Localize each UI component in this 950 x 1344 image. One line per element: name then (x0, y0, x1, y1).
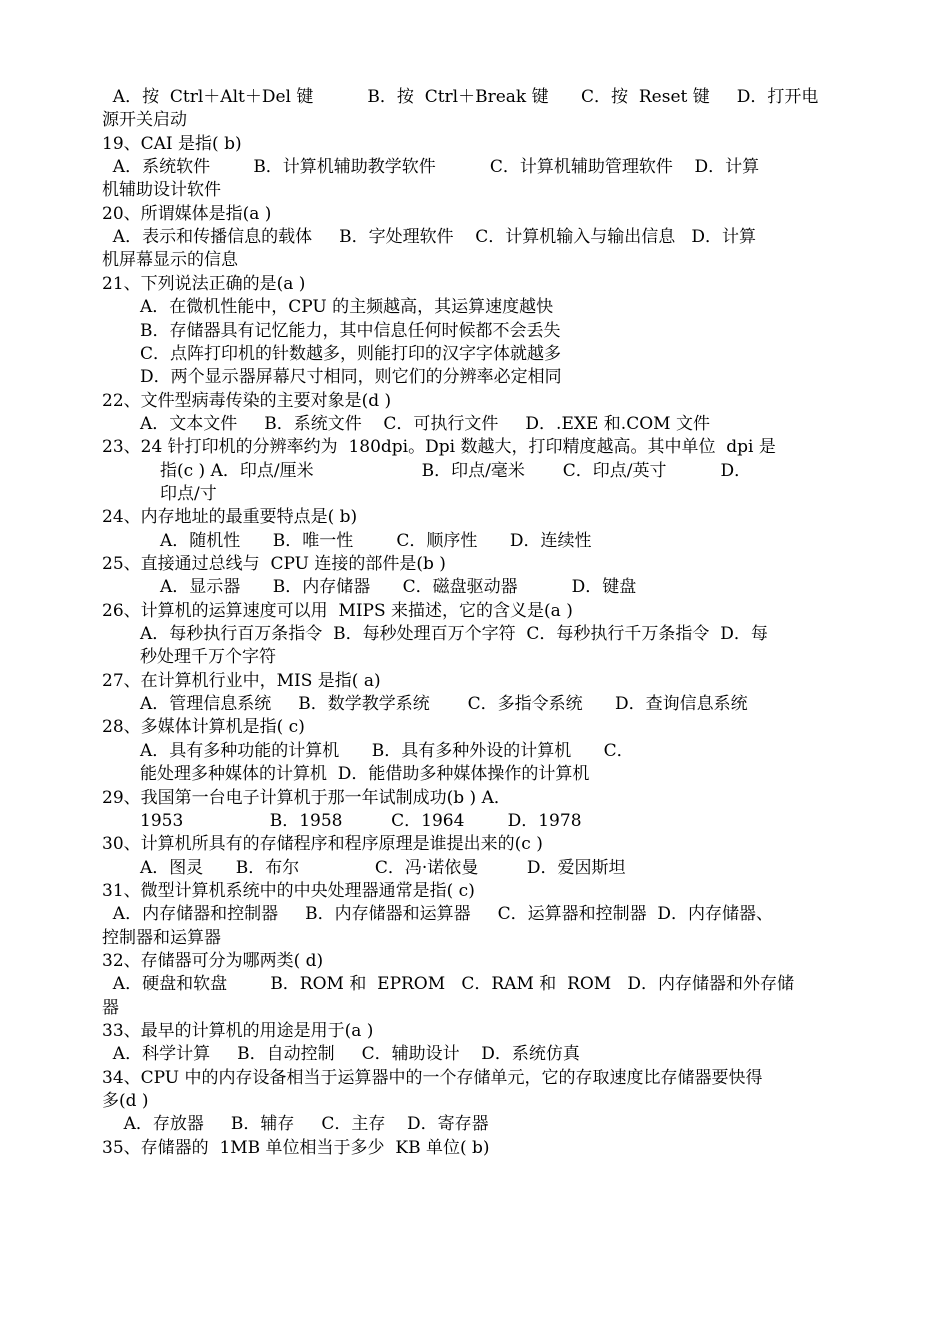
text-line: 1953 B．1958 C．1964 D．1978 (140, 810, 582, 831)
text-line: 34、CPU 中的内存设备相当于运算器中的一个存储单元，它的存取速度比存储器要快得 (102, 1067, 763, 1088)
text-line: A．管理信息系统 B．数学教学系统 C．多指令系统 D．查询信息系统 (140, 694, 748, 715)
text-line: A．显示器 B．内存储器 C．磁盘驱动器 D．键盘 (160, 577, 637, 598)
text-line: A．科学计算 B．自动控制 C．辅助设计 D．系统仿真 (102, 1044, 580, 1065)
text-line: 22、文件型病毒传染的主要对象是(d ) (102, 390, 392, 411)
text-line: A．系统软件 B．计算机辅助教学软件 C．计算机辅助管理软件 D．计算 (102, 157, 760, 178)
text-line: 27、在计算机行业中，MIS 是指( a) (102, 670, 381, 691)
text-line: 31、微型计算机系统中的中央处理器通常是指( c) (102, 880, 475, 901)
text-line: 源开关启动 (102, 110, 187, 131)
text-line: 29、我国第一台电子计算机于那一年试制成功(b ) A． (102, 787, 511, 808)
text-line: C．点阵打印机的针数越多，则能打印的汉字字体就越多 (140, 343, 562, 364)
text-line: 机辅助设计软件 (102, 180, 221, 201)
text-line: A．按 Ctrl＋Alt＋Del 键 B．按 Ctrl＋Break 键 C．按 Reset 键 D．打开电 (102, 87, 819, 107)
text-line: A．表示和传播信息的载体 B．字处理软件 C．计算机输入与输出信息 D．计算 (102, 227, 757, 248)
text-line: 印点/寸 (160, 483, 217, 504)
text-line: 能处理多种媒体的计算机 D．能借助多种媒体操作的计算机 (140, 764, 590, 785)
text-line: 24、内存地址的最重要特点是( b) (102, 507, 358, 528)
text-line: B．存储器具有记忆能力，其中信息任何时候都不会丢失 (140, 320, 561, 341)
text-line: 21、下列说法正确的是(a ) (102, 273, 306, 294)
text-line: 30、计算机所具有的存储程序和程序原理是谁提出来的(c ) (102, 834, 543, 855)
text-line: 26、计算机的运算速度可以用 MIPS 来描述，它的含义是(a ) (102, 600, 573, 621)
text-line: 19、CAI 是指( b) (102, 133, 242, 154)
text-line: 28、多媒体计算机是指( c) (102, 717, 305, 738)
text-line: 指(c ) A．印点/厘米 B．印点/毫米 C．印点/英寸 D． (160, 460, 752, 481)
text-line: A．存放器 B．辅存 C．主存 D．寄存器 (102, 1114, 489, 1135)
text-line: A．随机性 B．唯一性 C．顺序性 D．连续性 (160, 530, 592, 551)
text-line: 机屏幕显示的信息 (102, 250, 238, 271)
text-line: 25、直接通过总线与 CPU 连接的部件是(b ) (102, 554, 446, 574)
text-line: A．具有多种功能的计算机 B．具有多种外设的计算机 C． (140, 740, 634, 761)
text-line: A．在微机性能中，CPU 的主频越高，其运算速度越快 (140, 297, 554, 318)
text-line: 35、存储器的 1MB 单位相当于多少 KB 单位( b) (102, 1137, 490, 1158)
text-line: 23、24 针打印机的分辨率约为 180dpi。Dpi 数越大，打印精度越高。其中单位 dpi 是 (102, 437, 776, 458)
text-line: A．文本文件 B．系统文件 C．可执行文件 D．.EXE 和.COM 文件 (140, 413, 710, 434)
text-line: 秒处理千万个字符 (140, 647, 276, 668)
text-line: A．内存储器和控制器 B．内存储器和运算器 C．运算器和控制器 D．内存储器、 (102, 904, 774, 925)
text-line: 33、最早的计算机的用途是用于(a ) (102, 1021, 374, 1041)
text-line: 32、存储器可分为哪两类( d) (102, 950, 324, 971)
text-line: 20、所谓媒体是指(a ) (102, 203, 272, 224)
text-line: A．图灵 B．布尔 C．冯·诺依曼 D．爱因斯坦 (140, 857, 626, 878)
text-line: A．硬盘和软盘 B．ROM 和 EPROM C．RAM 和 ROM D．内存储器和外存储 (102, 974, 795, 995)
text-line: D．两个显示器屏幕尺寸相同，则它们的分辨率必定相同 (140, 367, 562, 388)
text-line: 控制器和运算器 (102, 927, 221, 948)
text-line: 多(d ) (102, 1091, 149, 1112)
text-line: A．每秒执行百万条指令 B．每秒处理百万个字符 C．每秒执行千万条指令 D．每 (140, 624, 768, 645)
text-line: 器 (102, 997, 119, 1018)
